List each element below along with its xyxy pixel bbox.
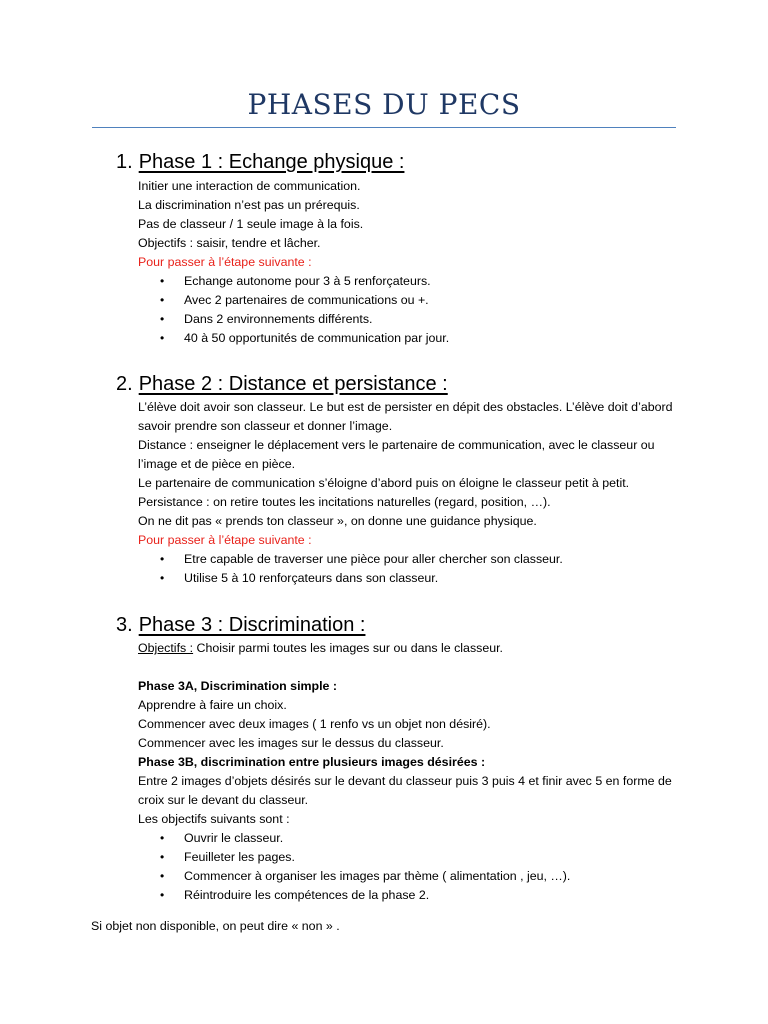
section-number: 1. (116, 151, 133, 173)
bullet-icon: • (160, 831, 165, 845)
body-line: On ne dit pas « prends ton classeur », on donne une guidance physique. (138, 514, 537, 528)
list-item-text: Utilise 5 à 10 renforçateurs dans son classeur. (184, 571, 439, 585)
section-body (138, 177, 683, 348)
body-line: Objectifs : saisir, tendre et lâcher. (138, 236, 321, 250)
objectives-line (138, 639, 683, 658)
list-item (138, 291, 683, 310)
list-item (138, 329, 683, 348)
section-number: 3. (116, 614, 133, 636)
list-item (138, 886, 683, 905)
list-item-text: Commencer à organiser les images par thème ( alimentation , jeu, …). (184, 869, 571, 883)
list-item-text: Etre capable de traverser une pièce pour aller chercher son classeur. (184, 552, 563, 566)
list-item (138, 310, 683, 329)
section-heading-text: Phase 1 : Echange physique : (138, 151, 405, 173)
body-line: Persistance : on retire toutes les incitations naturelles (regard, position, …). (138, 495, 551, 509)
bullet-list (138, 272, 683, 348)
body-line: Commencer avec deux images ( 1 renfo vs un objet non désiré). (138, 717, 491, 731)
objectives-label: Objectifs : (138, 641, 194, 655)
list-item-text: Réintroduire les compétences de la phase 2. (184, 888, 430, 902)
next-step-label: Pour passer à l’étape suivante : (138, 255, 312, 269)
section-heading (116, 613, 365, 637)
body-line: Apprendre à faire un choix. (138, 698, 287, 712)
document-title: PHASES DU PECS (247, 88, 521, 121)
body-line: Pas de classeur / 1 seule image à la fois. (138, 217, 364, 231)
subsection-title: Phase 3B, discrimination entre plusieurs images désirées : (138, 755, 486, 769)
footer-note: Si objet non disponible, on peut dire « non » . (91, 919, 340, 933)
bullet-icon: • (160, 331, 165, 345)
body-paragraph: Entre 2 images d’objets désirés sur le devant du classeur puis 3 puis 4 et finir avec 5 en forme de croix sur le devant du classeur. (138, 774, 672, 807)
bullet-list (138, 550, 683, 588)
list-item (138, 569, 683, 588)
list-item (138, 848, 683, 867)
list-item (138, 867, 683, 886)
bullet-icon: • (160, 274, 165, 288)
body-line: La discrimination n’est pas un prérequis. (138, 198, 360, 212)
next-step-label: Pour passer à l’étape suivante : (138, 533, 312, 547)
body-line: Les objectifs suivants sont : (138, 812, 290, 826)
bullet-icon: • (160, 552, 165, 566)
body-line: Commencer avec les images sur le dessus du classeur. (138, 736, 444, 750)
list-item (138, 550, 683, 569)
list-item-text: Avec 2 partenaires de communications ou +. (184, 293, 429, 307)
bullet-icon: • (160, 312, 165, 326)
spacer (138, 658, 683, 677)
bullet-icon: • (160, 869, 165, 883)
section-body (138, 639, 683, 905)
list-item (138, 272, 683, 291)
section-heading (116, 372, 448, 396)
objectives-text: Choisir parmi toutes les images sur ou dans le classeur. (193, 641, 503, 655)
bullet-list (138, 829, 683, 905)
list-item-text: 40 à 50 opportunités de communication par jour. (184, 331, 450, 345)
bullet-icon: • (160, 850, 165, 864)
section-number: 2. (116, 373, 133, 395)
bullet-icon: • (160, 293, 165, 307)
list-item (138, 829, 683, 848)
list-item-text: Dans 2 environnements différents. (184, 312, 373, 326)
section-heading (116, 150, 404, 174)
section-heading-text: Phase 2 : Distance et persistance : (138, 373, 448, 395)
section-heading-text: Phase 3 : Discrimination : (138, 614, 366, 636)
section-body (138, 398, 683, 588)
list-item-text: Feuilleter les pages. (184, 850, 295, 864)
title-divider (92, 127, 676, 128)
body-paragraph: L’élève doit avoir son classeur. Le but est de persister en dépit des obstacles. L’élève doit d’abord savoir prendre son classeur et donner l’image. (138, 400, 673, 433)
body-line: Le partenaire de communication s’éloigne d’abord puis on éloigne le classeur petit à petit. (138, 476, 630, 490)
bullet-icon: • (160, 571, 165, 585)
body-line: Initier une interaction de communication. (138, 179, 361, 193)
list-item-text: Ouvrir le classeur. (184, 831, 284, 845)
list-item-text: Echange autonome pour 3 à 5 renforçateurs. (184, 274, 431, 288)
body-paragraph: Distance : enseigner le déplacement vers le partenaire de communication, avec le classeur ou l’image et de pièce en pièce. (138, 438, 655, 471)
subsection-title: Phase 3A, Discrimination simple : (138, 679, 338, 693)
bullet-icon: • (160, 888, 165, 902)
